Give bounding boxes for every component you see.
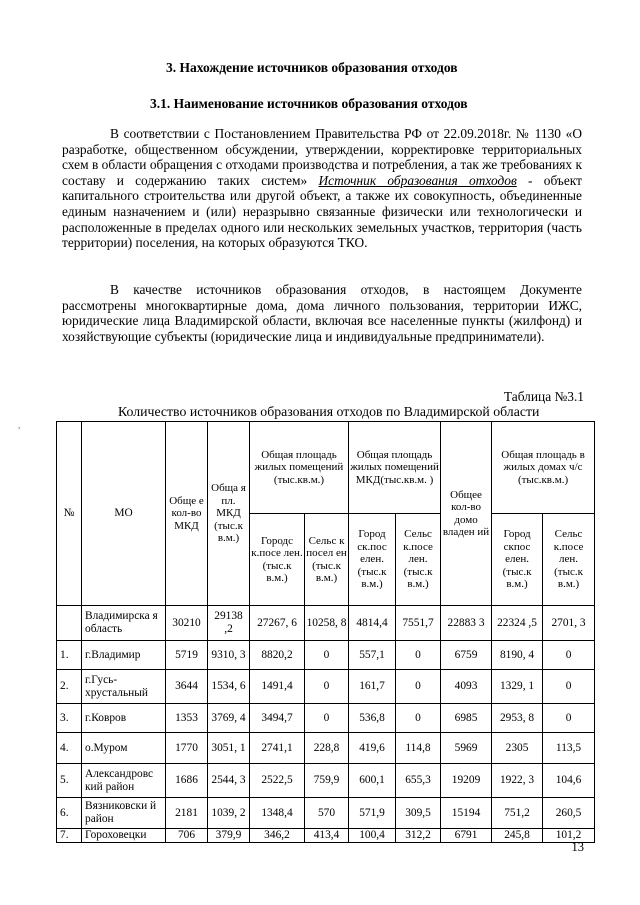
table-cell: 1329, 1 xyxy=(492,670,543,704)
header-living-area: Общая площадь жилых помещений (тыс.кв.м.) xyxy=(250,422,349,514)
table-cell: 8190, 4 xyxy=(492,641,543,670)
table-cell: 100,4 xyxy=(349,829,396,843)
table-cell: 101,2 xyxy=(543,829,595,843)
table-row xyxy=(57,641,595,670)
table-cell: 655,3 xyxy=(396,764,441,798)
term-waste-source: Источник образования отходов xyxy=(318,172,517,188)
table-cell: 5719 xyxy=(166,641,208,670)
paragraph-lead: В соответствии с Постановлением Правительства РФ от 22.09.2018г. № 1130 «О разработке, общественном обсуждении, утверждении, корректировке территориальных схем в области обращения с отходами производства и потребления, а так же требованиях к составу и содержанию таких систем» xyxy=(62,126,582,188)
table-cell: 536,8 xyxy=(349,704,396,733)
table-cell: 1686 xyxy=(166,764,208,798)
table-cell: 29138 ,2 xyxy=(208,606,250,641)
header-mkd-living-area: Общая площадь жилых помещений МКД(тыс.кв.м. ) xyxy=(349,422,441,514)
table-cell: 0 xyxy=(305,704,349,733)
table-row xyxy=(57,704,595,733)
header-num: № xyxy=(57,422,82,606)
table-cell: 2544, 3 xyxy=(208,764,250,798)
table-cell: 0 xyxy=(543,704,595,733)
table-row xyxy=(57,798,595,829)
table-cell: 1491,4 xyxy=(250,670,305,704)
table-cell: 1770 xyxy=(166,733,208,764)
table-caption: Таблица №3.1 xyxy=(503,389,584,404)
paragraph-rest: - объект капитального строительства или другой объект, а также их совокупность, объединенные единым назначением и (или) неразрывно связанные физически или технологически и расположенные в пределах одного или нескольких земельных участков, территория (часть территории) поселения, на которых образуются ТКО. xyxy=(62,172,582,251)
margin-mark: , xyxy=(18,420,21,430)
row-mo: Александровс кий район xyxy=(82,764,166,798)
table-cell: 419,6 xyxy=(349,733,396,764)
table-row xyxy=(57,829,595,843)
table-cell: 2741,1 xyxy=(250,733,305,764)
paragraph-definition xyxy=(62,126,582,251)
table-cell: 1922, 3 xyxy=(492,764,543,798)
header-rural-3: Сельс к.посе лен. (тыс.к в.м.) xyxy=(543,514,595,606)
table-cell: 2953, 8 xyxy=(492,704,543,733)
waste-sources-table xyxy=(56,421,595,843)
row-number: 6. xyxy=(57,798,82,829)
table-cell: 19209 xyxy=(441,764,492,798)
header-rural-1: Сельс к посел ен (тыс.к в.м.) xyxy=(305,514,349,606)
row-mo: г.Гусь-хрустальный xyxy=(82,670,166,704)
table-cell: 9310, 3 xyxy=(208,641,250,670)
table-cell: 2522,5 xyxy=(250,764,305,798)
row-mo: г.Владимир xyxy=(82,641,166,670)
row-mo: г.Ковров xyxy=(82,704,166,733)
table-cell: 0 xyxy=(543,670,595,704)
table-cell: 2181 xyxy=(166,798,208,829)
table-cell: 114,8 xyxy=(396,733,441,764)
table-cell: 6985 xyxy=(441,704,492,733)
table-row xyxy=(57,733,595,764)
table-cell: 27267, 6 xyxy=(250,606,305,641)
row-number xyxy=(57,606,82,641)
table-cell: 309,5 xyxy=(396,798,441,829)
table-cell: 413,4 xyxy=(305,829,349,843)
header-houses-count: Общее кол-во домо владен ий xyxy=(441,422,492,606)
header-rural-2: Сельс к.посе лен. (тыс.к в.м.) xyxy=(396,514,441,606)
table-body xyxy=(57,606,595,843)
header-urban-3: Город скпос елен. (тыс.к в.м.) xyxy=(492,514,543,606)
table-cell: 571,9 xyxy=(349,798,396,829)
table-cell: 228,8 xyxy=(305,733,349,764)
table-cell: 3769, 4 xyxy=(208,704,250,733)
table-title: Количество источников образования отходов по Владимирской области xyxy=(118,404,540,419)
table-cell: 312,2 xyxy=(396,829,441,843)
header-private-area: Общая площадь в жилых домах ч/с (тыс.кв.м.) xyxy=(492,422,595,514)
table-row xyxy=(57,764,595,798)
table-cell: 4093 xyxy=(441,670,492,704)
table-cell: 706 xyxy=(166,829,208,843)
table-cell: 1534, 6 xyxy=(208,670,250,704)
table-cell: 2701, 3 xyxy=(543,606,595,641)
table-cell: 570 xyxy=(305,798,349,829)
table-cell: 0 xyxy=(396,641,441,670)
table-cell: 10258, 8 xyxy=(305,606,349,641)
header-urban-2: Город ск.пос елен. (тыс.к в.м.) xyxy=(349,514,396,606)
header-urban-1: Городс к.посе лен. (тыс.к в.м.) xyxy=(250,514,305,606)
table-cell: 22883 3 xyxy=(441,606,492,641)
header-mkd-count: Обще е кол-во МКД xyxy=(166,422,208,606)
table-cell: 751,2 xyxy=(492,798,543,829)
table-cell: 3494,7 xyxy=(250,704,305,733)
table-cell: 7551,7 xyxy=(396,606,441,641)
row-mo: Гороховецки xyxy=(82,829,166,843)
table-cell: 6791 xyxy=(441,829,492,843)
table-cell: 0 xyxy=(396,704,441,733)
table-row xyxy=(57,606,595,641)
paragraph-sources: В качестве источников образования отходов, в настоящем Документе рассмотрены многоквартирные дома, дома личного пользования, территории ИЖС, юридические лица Владимирской области, включая все населенные пункты (жилфонд) и хозяйствующие субъекты (юридические лица и индивидуальные предприниматели). xyxy=(62,282,582,344)
table-cell: 1039, 2 xyxy=(208,798,250,829)
header-mkd-area: Обща я пл. МКД (тыс.к в.м.) xyxy=(208,422,250,606)
table-cell: 0 xyxy=(305,670,349,704)
row-number: 7. xyxy=(57,829,82,843)
row-number: 2. xyxy=(57,670,82,704)
table-cell: 0 xyxy=(305,641,349,670)
table-cell: 0 xyxy=(396,670,441,704)
row-number: 5. xyxy=(57,764,82,798)
table-cell: 161,7 xyxy=(349,670,396,704)
table-cell: 5969 xyxy=(441,733,492,764)
row-number: 3. xyxy=(57,704,82,733)
row-number: 1. xyxy=(57,641,82,670)
table-cell: 3051, 1 xyxy=(208,733,250,764)
table-cell: 30210 xyxy=(166,606,208,641)
table-cell: 8820,2 xyxy=(250,641,305,670)
table-cell: 113,5 xyxy=(543,733,595,764)
table-cell: 759,9 xyxy=(305,764,349,798)
table-cell: 346,2 xyxy=(250,829,305,843)
table-cell: 2305 xyxy=(492,733,543,764)
header-mo: МО xyxy=(82,422,166,606)
table-cell: 15194 xyxy=(441,798,492,829)
table-row xyxy=(57,670,595,704)
table-cell: 0 xyxy=(543,641,595,670)
table-cell: 3644 xyxy=(166,670,208,704)
table-cell: 379,9 xyxy=(208,829,250,843)
table-cell: 22324 ,5 xyxy=(492,606,543,641)
row-number: 4. xyxy=(57,733,82,764)
table-cell: 4814,4 xyxy=(349,606,396,641)
table-cell: 557,1 xyxy=(349,641,396,670)
table-cell: 104,6 xyxy=(543,764,595,798)
row-mo: Владимирска я область xyxy=(82,606,166,641)
table-cell: 245,8 xyxy=(492,829,543,843)
table-cell: 1348,4 xyxy=(250,798,305,829)
subsection-heading: 3.1. Наименование источников образования отходов xyxy=(150,96,468,111)
table-cell: 1353 xyxy=(166,704,208,733)
page-number: 13 xyxy=(571,840,584,854)
section-heading: 3. Нахождение источников образования отходов xyxy=(166,60,458,75)
table-cell: 600,1 xyxy=(349,764,396,798)
row-mo: Вязниковски й район xyxy=(82,798,166,829)
table-cell: 260,5 xyxy=(543,798,595,829)
table-cell: 6759 xyxy=(441,641,492,670)
row-mo: о.Муром xyxy=(82,733,166,764)
